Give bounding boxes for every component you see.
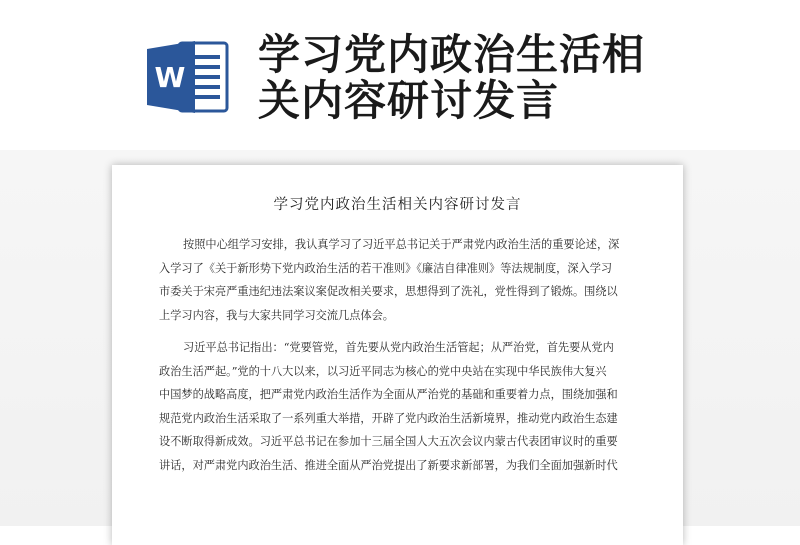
paragraph-line: 设不断取得新成效。习近平总书记在参加十三届全国人大五次会议内蒙古代表团审议时的重要 (159, 435, 618, 448)
paragraph-line: 上学习内容，我与大家共同学习交流几点体会。 (159, 308, 394, 322)
word-document-icon (145, 37, 235, 117)
paragraph-line: 入学习了《关于新形势下党内政治生活的若干准则》《廉洁自律准则》等法规制度，深入学习 (159, 261, 613, 275)
page-title-line2: 关内容研讨发言 (258, 76, 560, 125)
header-banner (0, 0, 800, 150)
document-page (112, 165, 683, 545)
document-paragraph (159, 336, 651, 477)
paragraph-line: 按照中心组学习安排，我认真学习了习近平总书记关于严肃党内政治生活的重要论述，深 (183, 238, 620, 251)
paragraph-line: 政治生活严起。”党的十八大以来，以习近平同志为核心的党中央站在实现中华民族伟大复兴 (159, 364, 607, 378)
paragraph-line: 中国梦的战略高度，把严肃党内政治生活作为全面从严治党的基础和重要着力点，围绕加强和 (159, 388, 618, 401)
document-paragraph (159, 233, 651, 327)
paragraph-line: 市委关于宋亮严重违纪违法案议案促改相关要求，思想得到了洗礼，党性得到了锻炼。围绕以 (159, 285, 618, 298)
paragraph-line: 习近平总书记指出：“党要管党，首先要从党内政治生活管起；从严治党，首先要从党内 (183, 341, 614, 354)
word-icon-letter: W (154, 61, 186, 94)
document-title: 学习党内政治生活相关内容研讨发言 (273, 197, 522, 213)
page-title-line1: 学习党内政治生活相 (258, 30, 646, 79)
paragraph-line: 讲话，对严肃党内政治生活、推进全面从严治党提出了新要求新部署，为我们全面加强新时代 (159, 458, 618, 472)
paragraph-line: 规范党内政治生活采取了一系列重大举措，开辟了党内政治生活新境界，推动党内政治生态建 (159, 411, 618, 425)
document-body (159, 233, 651, 486)
page-title (258, 32, 778, 124)
